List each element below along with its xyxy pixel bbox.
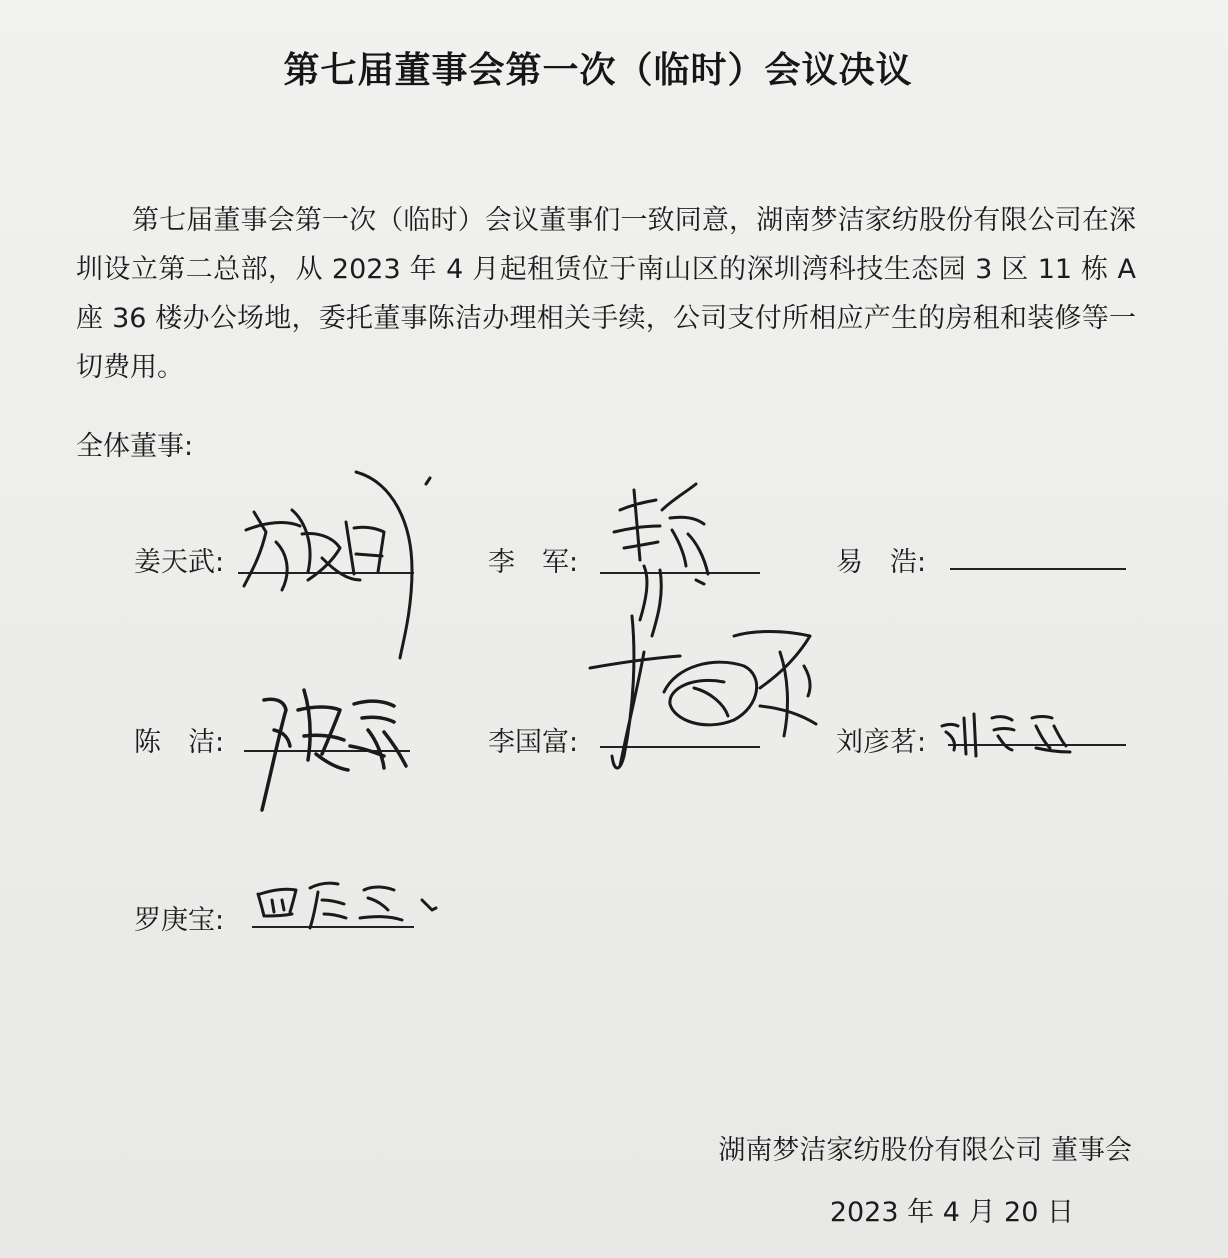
all-directors-label: 全体董事: <box>76 431 194 462</box>
signatory-label-li-jun: 李 军: <box>488 547 579 578</box>
resolution-body: 第七届董事会第一次（临时）会议董事们一致同意，湖南梦洁家纺股份有限公司在深圳设立第二总部，从 2023 年 4 月起租赁位于南山区的深圳湾科技生态园 3 区 11 栋 A 座 36 楼办公场地，委托董事陈洁办理相关手续，公司支付所相应产生的房租和装修等一切费用。 <box>76 205 1136 383</box>
signatory-label-liu-yanming: 刘彦茗: <box>836 727 927 758</box>
signatory-label-yi-hao: 易 浩: <box>836 547 927 578</box>
signature-luo-gengbao <box>252 860 452 940</box>
signatory-label-chen-jie: 陈 洁: <box>134 727 225 758</box>
document-title: 第七届董事会第一次（临时）会议决议 <box>283 50 913 91</box>
signature-liu-yanming <box>936 696 1096 766</box>
signatory-label-jiang-tianwu: 姜天武: <box>134 547 225 578</box>
signature-line-yi-hao <box>950 568 1126 570</box>
signature-li-guofu <box>584 596 844 786</box>
issuing-organization: 湖南梦洁家纺股份有限公司 董事会 <box>718 1135 1132 1166</box>
issue-date: 2023 年 4 月 20 日 <box>829 1197 1074 1228</box>
signature-jiang-tianwu <box>236 462 436 662</box>
signatory-label-li-guofu: 李国富: <box>488 727 579 758</box>
signatory-label-luo-gengbao: 罗庚宝: <box>134 905 225 936</box>
signature-chen-jie <box>244 670 424 820</box>
